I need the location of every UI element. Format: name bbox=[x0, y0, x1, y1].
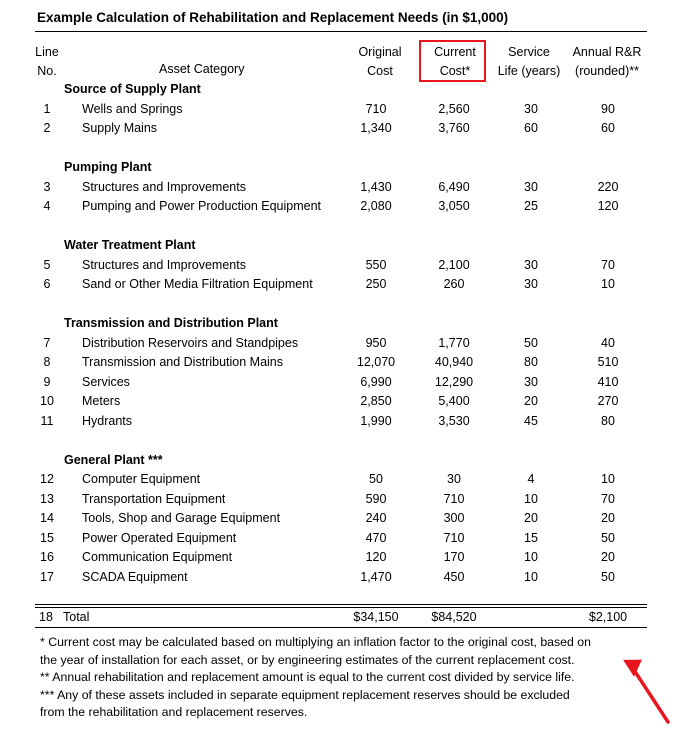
row-line-no: 4 bbox=[43, 199, 51, 213]
row-annual-rr: 70 bbox=[601, 491, 615, 506]
row-service-life: 15 bbox=[524, 530, 538, 545]
row-annual-rr: 220 bbox=[597, 179, 619, 194]
row-line-no: 9 bbox=[43, 374, 51, 389]
row-original-cost: 240 bbox=[365, 511, 387, 525]
row-original-cost: 1,990 bbox=[360, 413, 392, 428]
header-current-text-2: Cost* bbox=[439, 64, 471, 78]
header-original-text-2: Cost bbox=[367, 64, 393, 78]
row-service-life: 30 bbox=[524, 277, 538, 291]
row-asset-name: Power Operated Equipment bbox=[82, 530, 237, 545]
row-service-life: 20 bbox=[524, 511, 538, 525]
row-original-cost: 710 bbox=[365, 101, 387, 116]
row-service-life: 10 bbox=[524, 569, 538, 584]
header-annual-text-1: Annual R&R bbox=[572, 45, 642, 59]
row-service-life: 80 bbox=[524, 355, 538, 369]
row-line-no: 12 bbox=[40, 472, 54, 486]
row-service-life: 60 bbox=[524, 121, 538, 135]
row-original-cost: 2,850 bbox=[360, 394, 392, 408]
row-annual-rr: 50 bbox=[601, 569, 615, 584]
total-line-no: 18 bbox=[39, 610, 53, 624]
row-asset-name: Structures and Improvements bbox=[82, 257, 246, 272]
row-service-life: 45 bbox=[524, 413, 538, 428]
footnote-line: * Current cost may be calculated based on multiplying an inflation factor to the original cost, based on bbox=[40, 635, 591, 649]
row-original-cost: 2,080 bbox=[360, 199, 392, 213]
row-original-cost: 120 bbox=[365, 550, 387, 564]
row-annual-rr: 80 bbox=[601, 413, 615, 428]
row-service-life: 20 bbox=[524, 394, 538, 408]
row-asset-name: Transportation Equipment bbox=[82, 491, 226, 506]
row-annual-rr: 60 bbox=[601, 121, 615, 135]
row-original-cost: 550 bbox=[365, 257, 387, 272]
row-service-life: 10 bbox=[524, 550, 538, 564]
row-current-cost: 450 bbox=[443, 569, 465, 584]
table-title: Example Calculation of Rehabilitation and Replacement Needs (in $1,000) bbox=[37, 10, 509, 25]
row-original-cost: 470 bbox=[365, 530, 387, 545]
section-title: Transmission and Distribution Plant bbox=[64, 316, 278, 330]
row-current-cost: 5,400 bbox=[438, 394, 470, 408]
header-line-text-2: No. bbox=[37, 64, 57, 78]
row-line-no: 7 bbox=[43, 335, 51, 350]
row-current-cost: 300 bbox=[443, 511, 465, 525]
header-original-text-1: Original bbox=[358, 45, 402, 59]
row-asset-name: Wells and Springs bbox=[82, 101, 183, 116]
row-current-cost: 2,560 bbox=[438, 101, 470, 116]
row-current-cost: 6,490 bbox=[438, 179, 470, 194]
row-service-life: 30 bbox=[524, 374, 538, 389]
row-annual-rr: 410 bbox=[597, 374, 619, 389]
row-line-no: 10 bbox=[40, 394, 54, 408]
row-current-cost: 3,050 bbox=[438, 199, 470, 213]
row-line-no: 1 bbox=[43, 101, 51, 116]
row-current-cost: 3,530 bbox=[438, 413, 470, 428]
header-life-text-2: Life (years) bbox=[497, 64, 561, 78]
row-line-no: 13 bbox=[40, 491, 54, 506]
section-title: Water Treatment Plant bbox=[64, 238, 196, 252]
row-service-life: 30 bbox=[524, 101, 538, 116]
row-line-no: 17 bbox=[40, 569, 54, 584]
row-current-cost: 2,100 bbox=[438, 257, 470, 272]
row-asset-name: Communication Equipment bbox=[82, 550, 233, 564]
row-current-cost: 1,770 bbox=[438, 335, 470, 350]
header-current-text-1: Current bbox=[434, 45, 476, 59]
row-original-cost: 250 bbox=[365, 277, 387, 291]
total-current-cost: $84,520 bbox=[431, 610, 477, 624]
row-asset-name: Structures and Improvements bbox=[82, 179, 246, 194]
row-service-life: 30 bbox=[524, 257, 538, 272]
footnote-line: from the rehabilitation and replacement reserves. bbox=[40, 705, 308, 719]
row-current-cost: 710 bbox=[443, 530, 465, 545]
section-title: Pumping Plant bbox=[64, 160, 152, 174]
row-asset-name: Tools, Shop and Garage Equipment bbox=[82, 511, 281, 525]
footnote-line: the year of installation for each asset, or by engineering estimates of the current replacement cost. bbox=[40, 652, 575, 667]
row-original-cost: 1,340 bbox=[360, 121, 392, 135]
row-annual-rr: 510 bbox=[597, 355, 619, 369]
row-annual-rr: 90 bbox=[601, 101, 615, 116]
row-annual-rr: 50 bbox=[601, 530, 615, 545]
total-annual-rr: $2,100 bbox=[588, 610, 628, 624]
total-label: Total bbox=[63, 610, 90, 624]
row-asset-name: Pumping and Power Production Equipment bbox=[82, 199, 322, 213]
row-current-cost: 170 bbox=[443, 550, 465, 564]
row-line-no: 11 bbox=[40, 413, 54, 428]
row-line-no: 6 bbox=[43, 277, 51, 291]
row-original-cost: 6,990 bbox=[360, 374, 392, 389]
row-current-cost: 3,760 bbox=[438, 121, 470, 135]
row-current-cost: 710 bbox=[443, 491, 465, 506]
row-asset-name: Distribution Reservoirs and Standpipes bbox=[82, 335, 299, 350]
row-current-cost: 12,290 bbox=[434, 374, 474, 389]
row-service-life: 30 bbox=[524, 179, 538, 194]
header-asset-category: Asset Category bbox=[159, 62, 245, 76]
row-line-no: 15 bbox=[40, 530, 54, 545]
row-annual-rr: 270 bbox=[597, 394, 619, 408]
section-title: Source of Supply Plant bbox=[64, 82, 201, 96]
row-current-cost: 30 bbox=[447, 472, 461, 486]
row-line-no: 5 bbox=[43, 257, 51, 272]
row-asset-name: Transmission and Distribution Mains bbox=[82, 355, 284, 369]
row-annual-rr: 10 bbox=[601, 277, 615, 291]
row-asset-name: Sand or Other Media Filtration Equipment bbox=[82, 277, 313, 291]
row-annual-rr: 10 bbox=[601, 472, 615, 486]
row-line-no: 2 bbox=[43, 121, 51, 135]
footnote-line: ** Annual rehabilitation and replacement amount is equal to the current cost divided by service life. bbox=[40, 670, 575, 684]
row-service-life: 25 bbox=[524, 199, 538, 213]
header-annual-text-2: (rounded)** bbox=[575, 64, 639, 78]
row-annual-rr: 20 bbox=[601, 511, 615, 525]
row-original-cost: 1,430 bbox=[360, 179, 392, 194]
header-line-text-1: Line bbox=[35, 45, 59, 59]
row-original-cost: 50 bbox=[369, 472, 383, 486]
section-title: General Plant *** bbox=[64, 452, 163, 467]
row-annual-rr: 120 bbox=[597, 199, 619, 213]
row-line-no: 14 bbox=[40, 511, 54, 525]
row-annual-rr: 40 bbox=[601, 335, 615, 350]
row-service-life: 50 bbox=[524, 335, 538, 350]
row-asset-name: SCADA Equipment bbox=[82, 569, 188, 584]
row-asset-name: Supply Mains bbox=[82, 121, 158, 135]
row-annual-rr: 70 bbox=[601, 257, 615, 272]
row-asset-name: Computer Equipment bbox=[82, 472, 201, 486]
row-original-cost: 12,070 bbox=[356, 355, 396, 369]
row-asset-name: Meters bbox=[82, 394, 121, 408]
row-original-cost: 950 bbox=[365, 335, 387, 350]
row-original-cost: 590 bbox=[365, 491, 387, 506]
row-service-life: 10 bbox=[524, 491, 538, 506]
header-life-text-1: Service bbox=[508, 45, 550, 59]
row-line-no: 8 bbox=[43, 355, 51, 369]
total-original-cost: $34,150 bbox=[353, 610, 399, 624]
row-original-cost: 1,470 bbox=[360, 569, 392, 584]
row-service-life: 4 bbox=[527, 472, 535, 486]
row-line-no: 16 bbox=[40, 550, 54, 564]
footnote-line: *** Any of these assets included in separate equipment replacement reserves should be excluded bbox=[40, 687, 570, 702]
row-current-cost: 40,940 bbox=[434, 355, 474, 369]
row-line-no: 3 bbox=[43, 179, 51, 194]
row-annual-rr: 20 bbox=[601, 550, 615, 564]
row-asset-name: Services bbox=[82, 374, 130, 389]
row-current-cost: 260 bbox=[443, 277, 465, 291]
row-asset-name: Hydrants bbox=[82, 413, 133, 428]
